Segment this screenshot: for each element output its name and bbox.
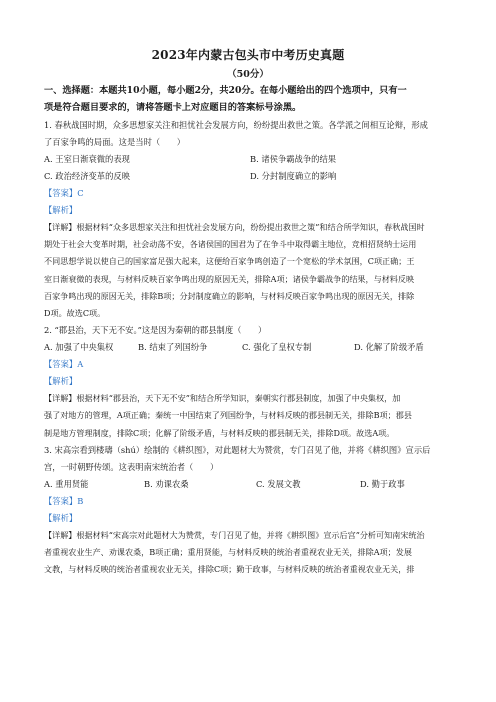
options-row <box>44 151 456 168</box>
total-score: （50分） <box>227 69 269 80</box>
page-title: 2023年内蒙古包头市中考历史真题 <box>151 48 345 62</box>
explanation-line: 【详解】根据材料“宋高宗对此题材大为赞赏，专门召见了他，并将《耕织图》宣示后宫”分析可知南宋统治 <box>44 529 425 540</box>
option-b: B. 诸侯争霸战争的结果 <box>250 154 337 164</box>
answer-label: 【答案】B <box>44 495 84 506</box>
question-2 <box>44 322 456 442</box>
explanation <box>44 527 456 579</box>
explanation-line: 文教，与材料反映的统治者重视农业无关，排除C项；勤于政事，与材料反映的统治者重视农业无关，排 <box>44 564 415 575</box>
option-a: A. 重用贤能 <box>44 478 89 489</box>
options-row <box>44 339 456 356</box>
option-c: C. 发展文教 <box>256 478 301 489</box>
section-heading-line: 项是符合题目要求的，请将答题卡上对应题目的答案标号涂黑。 <box>44 102 302 113</box>
question-stem <box>44 117 456 151</box>
question-1 <box>44 117 456 322</box>
option-d: D. 勤于政事 <box>360 478 405 489</box>
question-3 <box>44 442 456 579</box>
question-stem-line: 宫，一时朝野传颂。这表明南宋统治者（ ） <box>44 461 219 472</box>
document-body <box>44 82 456 578</box>
answer-label: 【答案】C <box>44 188 84 198</box>
option-a: A. 王室日渐衰微的表现 <box>44 154 130 164</box>
explanation-line: 强了对地方的管理，A项正确；秦统一中国结束了列国纷争，与材料反映的郡县制无关，排除B项；郡县 <box>44 410 412 421</box>
options-row <box>44 168 456 185</box>
question-stem: 2. “郡县治，天下无不安。”这是因为秦朝的郡县制度（ ） <box>44 325 267 336</box>
explanation-line: 【详解】根据材料“郡县治，天下无不安”和结合所学知识，秦朝实行郡县制度，加强了中央集权，加 <box>44 393 401 404</box>
explanation-line: 百家争鸣出现的原因无关，排除B项；分封制度确立的影响，与材料反映百家争鸣出现的原因无关，排除 <box>44 290 415 301</box>
question-stem-line: 1. 春秋战国时期，众多思想家关注和担忧社会发展方向，纷纷提出救世之策。各学派之间相互论辩，形成 <box>44 120 428 130</box>
option-d: D. 化解了阶级矛盾 <box>354 342 424 353</box>
explanation <box>44 390 456 442</box>
analysis-label: 【解析】 <box>44 512 78 523</box>
options-row <box>44 476 456 493</box>
explanation-line: 室日渐衰微的表现，与材料反映百家争鸣出现的原因无关，排除A项；诸侯争霸战争的结果，与材料反映 <box>44 273 415 284</box>
option-a: A. 加强了中央集权 <box>44 342 114 353</box>
explanation-line: 期处于社会大变革时期，社会动荡不安，各诸侯国的国君为了在争斗中取得霸主地位，竞相招贤纳士运用 <box>44 239 417 250</box>
option-b: B. 劝课农桑 <box>144 478 189 489</box>
option-c: C. 政治经济变革的反映 <box>44 171 130 181</box>
answer-label: 【答案】A <box>44 359 84 370</box>
option-d: D. 分封制度确立的影响 <box>250 171 337 181</box>
question-stem <box>44 442 456 476</box>
question-stem-line: 了百家争鸣的局面。这是当时（ ） <box>44 137 186 147</box>
section-heading-line: 一、选择题：本题共10小题，每小题2分，共20分。在每小题给出的四个选项中，只有一 <box>44 85 407 96</box>
explanation-line: 制是地方管理制度，排除C项；化解了阶级矛盾，与材料反映的郡县制无关，排除D项。故选A项。 <box>44 427 395 438</box>
option-c: C. 强化了皇权专制 <box>242 342 312 353</box>
explanation <box>44 219 456 322</box>
explanation-line: 者重视农业生产、劝课农桑，B项正确；重用贤能，与材料反映的统治者重视农业无关，排除A项；发展 <box>44 547 412 558</box>
explanation-line: 不同思想学说以使自己的国家富足强大起来，这便给百家争鸣创造了一个宽松的学术氛围，C项正确；王 <box>44 256 415 267</box>
section-heading <box>44 82 456 116</box>
option-b: B. 结束了列国纷争 <box>138 342 208 353</box>
explanation-line: D项。故选C项。 <box>44 308 106 319</box>
analysis-label: 【解析】 <box>44 376 78 387</box>
explanation-line: 【详解】根据材料“众多思想家关注和担忧社会发展方向，纷纷提出救世之策”和结合所学知识，春秋战国时 <box>44 222 425 232</box>
analysis-label: 【解析】 <box>44 205 78 215</box>
question-stem-line: 3. 宋高宗看到楼璹（shú）绘制的《耕织图》，对此题材大为赞赏，专门召见了他，并将《耕织图》宣示后 <box>44 444 431 455</box>
